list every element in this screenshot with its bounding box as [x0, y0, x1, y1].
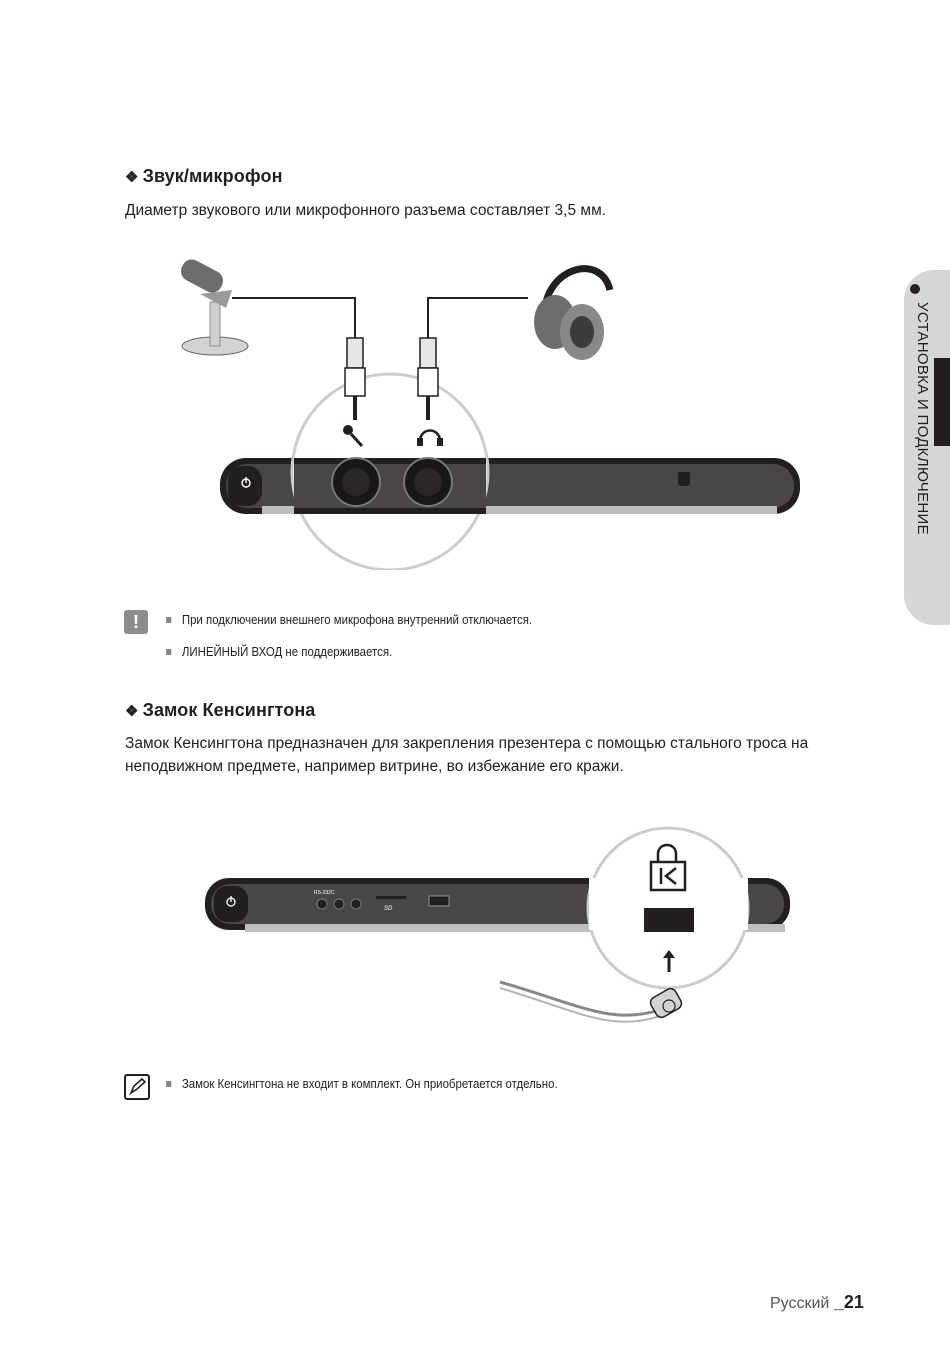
section-heading-kensington — [125, 700, 315, 721]
section-text-kensington-line2: неподвижном предмете, например витрине, во избежание его кражи. — [125, 758, 624, 775]
bullet-icon — [166, 1081, 171, 1087]
note-pencil-icon — [124, 1074, 150, 1100]
note-text: При подключении внешнего микрофона внутренний отключается. — [181, 612, 533, 627]
headphones-icon — [534, 269, 610, 360]
side-tab-label: УСТАНОВКА И ПОДКЛЮЧЕНИЕ — [914, 302, 931, 535]
power-icon — [214, 886, 248, 922]
page-number: _21 — [833, 1292, 864, 1312]
bullet-icon — [166, 617, 171, 623]
section-text-kensington-line1: Замок Кенсингтона предназначен для закрепления презентера с помощью стального троса на — [125, 735, 809, 752]
section-text-audio: Диаметр звукового или микрофонного разъема составляет 3,5 мм. — [125, 202, 607, 219]
usb-port — [429, 896, 449, 906]
side-tab-marker — [934, 358, 950, 446]
diamond-cross-icon: ❖ — [125, 703, 139, 720]
section-title: Звук/микрофон — [142, 166, 283, 186]
side-tab-dot — [910, 284, 920, 294]
kensington-illustration — [200, 800, 800, 1060]
caution-icon: ! — [124, 610, 148, 634]
kensington-note — [166, 1076, 558, 1091]
note-text: Замок Кенсингтона не входит в комплект. Он приобретается отдельно. — [181, 1076, 558, 1091]
bullet-icon — [166, 649, 171, 655]
footer-language: Русский — [770, 1295, 830, 1312]
caution-note-1 — [166, 612, 532, 627]
caution-note-2 — [166, 644, 392, 659]
page-footer — [770, 1292, 864, 1313]
section-title: Замок Кенсингтона — [142, 700, 316, 720]
sd-label: SD — [384, 906, 393, 912]
microphone-icon — [177, 256, 248, 355]
audio-illustration — [170, 250, 810, 570]
diamond-cross-icon: ❖ — [125, 169, 139, 186]
power-icon — [228, 466, 262, 506]
rs232c-label: RS-232C — [314, 890, 335, 896]
note-text: ЛИНЕЙНЫЙ ВХОД не поддерживается. — [181, 644, 393, 659]
kensington-slot — [644, 908, 694, 932]
kensington-slot-icon — [678, 472, 690, 486]
section-heading-audio — [125, 166, 283, 187]
